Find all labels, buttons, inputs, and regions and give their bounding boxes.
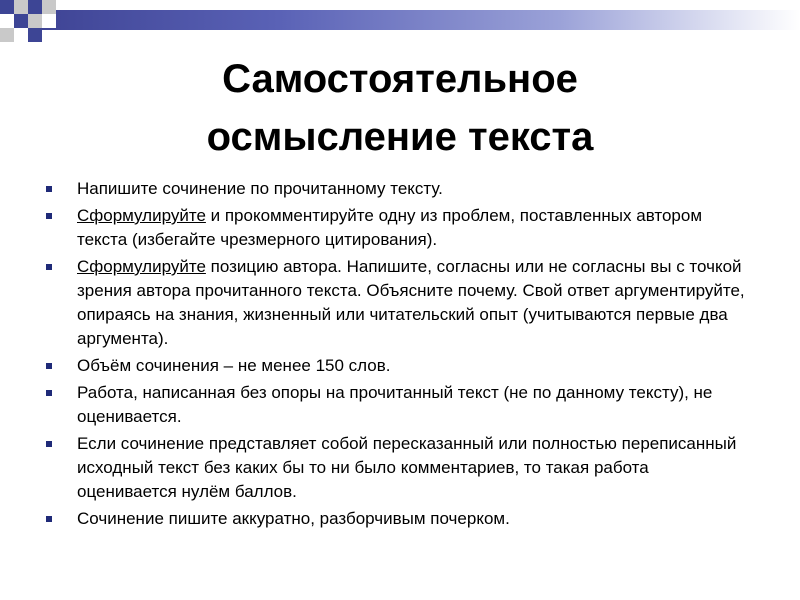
title-line-1: Самостоятельное	[222, 57, 578, 101]
list-item	[46, 381, 746, 429]
decorative-header-band	[0, 0, 800, 40]
decor-square	[28, 28, 42, 42]
decor-square	[0, 14, 14, 28]
list-item	[46, 204, 746, 252]
bullet-text: Сочинение пишите аккуратно, разборчивым почерком.	[77, 509, 510, 528]
bullet-text: Напишите сочинение по прочитанному тексту.	[77, 179, 443, 198]
square-bullet-icon	[46, 264, 52, 270]
decor-square	[28, 0, 42, 14]
underlined-word: Сформулируйте	[77, 257, 206, 276]
bullet-text: Если сочинение представляет собой пересказанный или полностью переписанный исходный текст без каких бы то ни было комментариев, то такая работа оценивается нулём баллов.	[77, 434, 737, 501]
list-item	[46, 432, 746, 504]
list-item	[46, 354, 746, 378]
decor-square	[0, 28, 14, 42]
slide-title	[0, 50, 800, 166]
bullet-text: и прокомментируйте одну из проблем, поставленных автором текста (избегайте чрезмерного цитирования).	[77, 206, 703, 249]
bullet-text: Работа, написанная без опоры на прочитанный текст (не по данному тексту), не оценивается.	[77, 383, 713, 426]
list-item	[46, 507, 746, 531]
decor-square	[42, 0, 56, 14]
square-bullet-icon	[46, 213, 52, 219]
list-item	[46, 255, 746, 351]
gradient-bar	[0, 10, 800, 30]
bullet-text: позицию автора. Напишите, согласны или не согласны вы с точкой зрения автора прочитанного текста. Объясните почему. Свой ответ аргументируйте, опираясь на знания, жизненный или читательский опыт (учитываются первые два аргумента).	[77, 257, 745, 348]
list-item	[46, 177, 746, 201]
decor-square	[0, 0, 14, 14]
square-bullet-icon	[46, 390, 52, 396]
square-bullet-icon	[46, 516, 52, 522]
title-line-2: осмысление текста	[206, 115, 594, 159]
decor-square	[28, 14, 42, 28]
underlined-word: Сформулируйте	[77, 206, 206, 225]
decor-square	[14, 0, 28, 14]
decor-square	[42, 14, 56, 28]
bullet-text: Объём сочинения – не менее 150 слов.	[77, 356, 391, 375]
square-bullet-icon	[46, 441, 52, 447]
decor-square	[14, 14, 28, 28]
bullet-list	[46, 177, 746, 534]
square-bullet-icon	[46, 363, 52, 369]
decor-square	[14, 28, 28, 42]
square-bullet-icon	[46, 186, 52, 192]
